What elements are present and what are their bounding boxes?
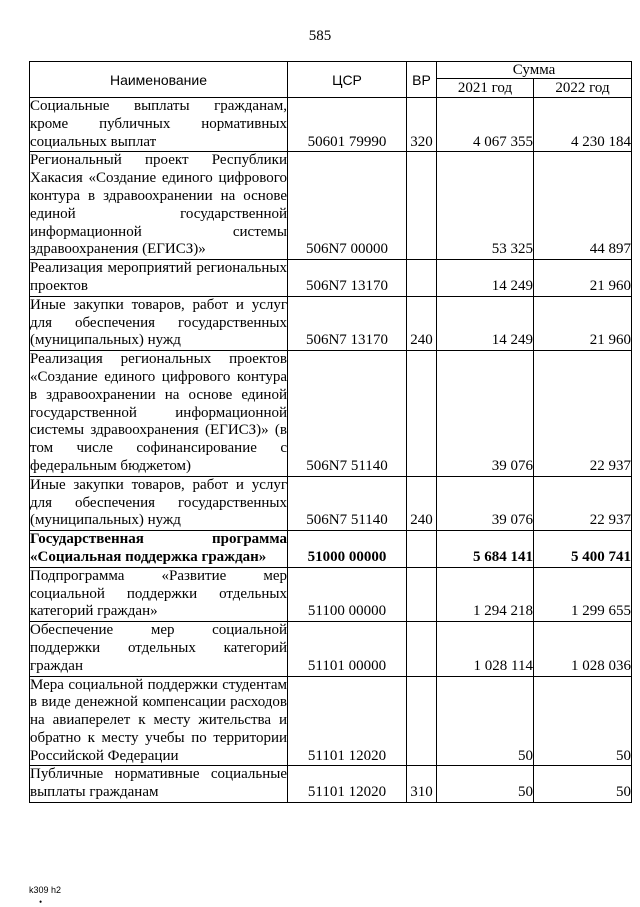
row-sum-2021: 14 249 [437,296,534,350]
row-vr [407,676,437,766]
row-name: Иные закупки товаров, работ и услуг для обеспечения государственных (муниципальных) нужд [30,476,288,530]
row-sum-2022: 1 028 036 [534,622,632,676]
row-vr [407,567,437,621]
row-sum-2021: 1 028 114 [437,622,534,676]
row-sum-2021: 4 067 355 [437,98,534,152]
table-row [30,260,632,297]
row-name: Государственная программа «Социальная поддержка граждан» [30,531,288,568]
table-row-program [30,531,632,568]
row-sum-2021: 39 076 [437,476,534,530]
table-row [30,766,632,803]
table-row [30,152,632,260]
row-sum-2022: 1 299 655 [534,567,632,621]
header-year-2022: 2022 год [534,79,632,98]
header-vr: ВР [407,62,437,98]
row-vr: 240 [407,476,437,530]
row-csr: 506N7 13170 [288,296,407,350]
table-row [30,476,632,530]
header-year-2021: 2021 год [437,79,534,98]
budget-table [29,61,632,803]
row-sum-2021: 5 684 141 [437,531,534,568]
table-row [30,676,632,766]
header-csr: ЦСР [288,62,407,98]
row-name: Иные закупки товаров, работ и услуг для обеспечения государственных (муниципальных) нужд [30,296,288,350]
row-sum-2022: 5 400 741 [534,531,632,568]
row-sum-2021: 14 249 [437,260,534,297]
row-csr: 50601 79990 [288,98,407,152]
row-csr: 506N7 51140 [288,476,407,530]
row-csr: 51101 00000 [288,622,407,676]
row-sum-2021: 50 [437,676,534,766]
row-csr: 51101 12020 [288,766,407,803]
row-name: Мера социальной поддержки студентам в виде денежной компенсации расходов на авиаперелет к месту жительства и обратно к месту учебы по территории Российской Федерации [30,676,288,766]
header-row-1 [30,62,632,79]
footer-dot: • [39,897,43,907]
row-name: Реализация региональных проектов «Создание единого цифрового контура в здравоохранении на основе единой государственной информационной системы здравоохранения (ЕГИСЗ)» (в том числе софинансирование с федеральным бюджетом) [30,351,288,477]
table-row [30,351,632,477]
row-vr: 310 [407,766,437,803]
row-vr [407,531,437,568]
page-number: 585 [308,28,332,44]
row-sum-2022: 22 937 [534,476,632,530]
header-sum: Сумма [437,62,632,79]
document-code: k309 h2 [29,885,62,895]
row-name: Обеспечение мер социальной поддержки отдельных категорий граждан [30,622,288,676]
row-sum-2022: 50 [534,766,632,803]
table-row [30,296,632,350]
row-sum-2022: 4 230 184 [534,98,632,152]
row-sum-2021: 53 325 [437,152,534,260]
row-name: Региональный проект Республики Хакасия «Создание единого цифрового контура в здравоохранении на основе единой государственной информационной системы здравоохранения (ЕГИСЗ)» [30,152,288,260]
row-vr [407,622,437,676]
row-csr: 51100 00000 [288,567,407,621]
row-name: Подпрограмма «Развитие мер социальной поддержки отдельных категорий граждан» [30,567,288,621]
row-sum-2021: 39 076 [437,351,534,477]
row-sum-2022: 44 897 [534,152,632,260]
row-sum-2021: 1 294 218 [437,567,534,621]
row-vr [407,152,437,260]
row-csr: 506N7 51140 [288,351,407,477]
row-sum-2022: 50 [534,676,632,766]
row-csr: 51101 12020 [288,676,407,766]
row-vr: 240 [407,296,437,350]
row-vr: 320 [407,98,437,152]
row-name: Социальные выплаты гражданам, кроме публичных нормативных социальных выплат [30,98,288,152]
row-csr: 51000 00000 [288,531,407,568]
header-name: Наименование [30,62,288,98]
row-name: Реализация мероприятий региональных проектов [30,260,288,297]
table-row [30,567,632,621]
row-csr: 506N7 13170 [288,260,407,297]
row-name: Публичные нормативные социальные выплаты гражданам [30,766,288,803]
row-vr [407,260,437,297]
table-row [30,622,632,676]
table-row [30,98,632,152]
row-csr: 506N7 00000 [288,152,407,260]
row-sum-2022: 21 960 [534,260,632,297]
row-vr [407,351,437,477]
row-sum-2022: 22 937 [534,351,632,477]
row-sum-2022: 21 960 [534,296,632,350]
row-sum-2021: 50 [437,766,534,803]
